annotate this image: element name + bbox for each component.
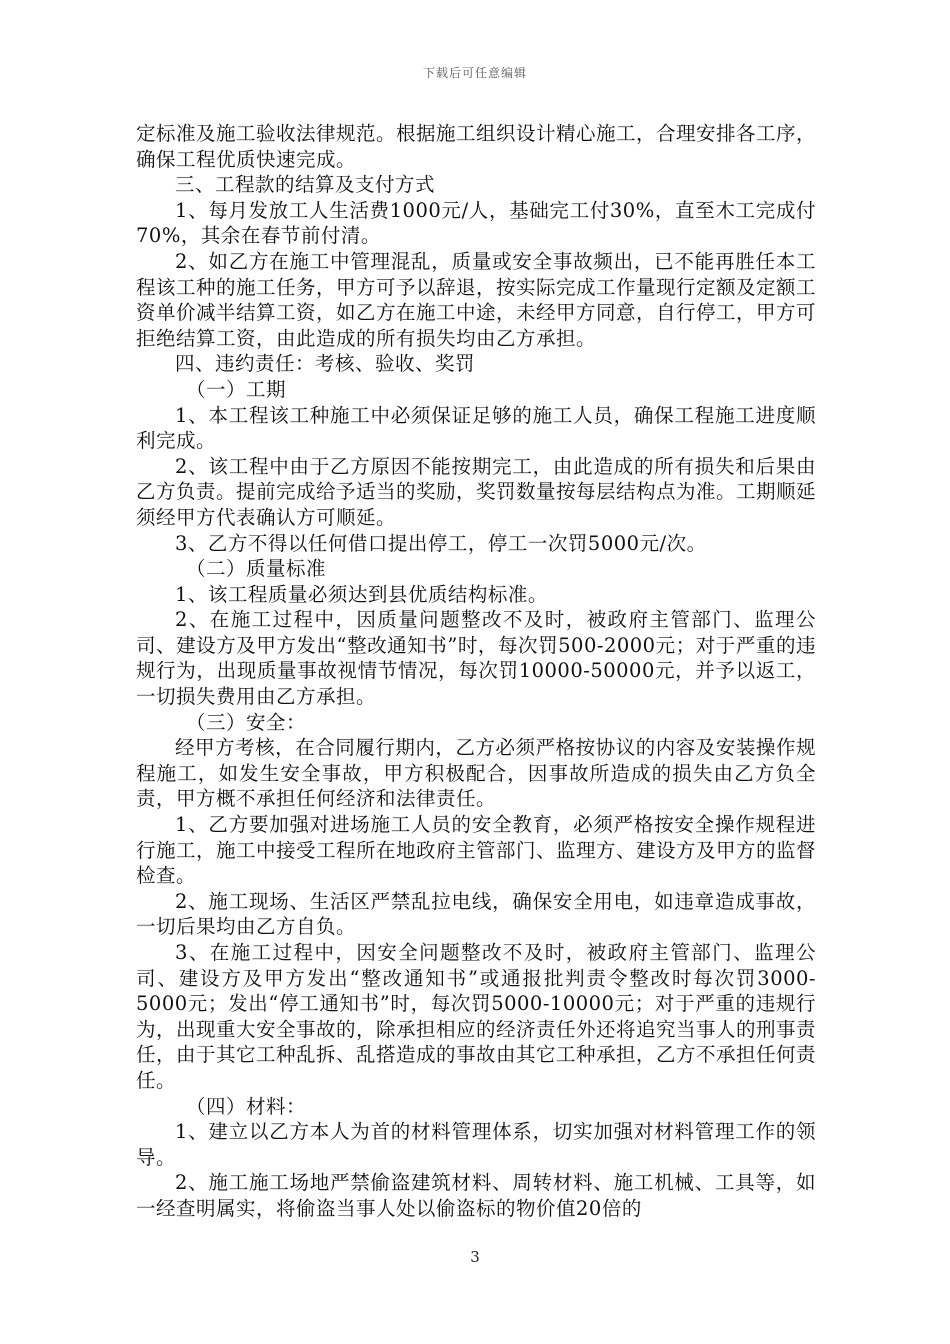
- section-heading-payment: 三、工程款的结算及支付方式: [175, 173, 436, 197]
- subheading-quality: （二）质量标准: [186, 557, 327, 581]
- page-header: 下载后可任意编辑: [422, 66, 527, 80]
- subheading-schedule: （一）工期: [186, 377, 287, 401]
- paragraph-payment-1: 1、每月发放工人生活费1000元/人，基础完工付30%，直至木工完成付70%，其余在春节前付清。: [136, 198, 816, 248]
- paragraph-schedule-3: 3、乙方不得以任何借口提出停工，停工一次罚5000元/次。: [175, 531, 707, 555]
- section-heading-liability: 四、违约责任：考核、验收、奖罚: [175, 352, 476, 376]
- paragraph-materials-1: 1、建立以乙方本人为首的材料管理体系，切实加强对材料管理工作的领导。: [136, 1120, 816, 1169]
- paragraph-schedule-1: 1、本工程该工种施工中必须保证足够的施工人员，确保工程施工进度顺利完成。: [136, 403, 816, 453]
- document-body: [136, 121, 816, 1222]
- paragraph-materials-2: 2、施工施工场地严禁偷盗建筑材料、周转材料、施工机械、工具等，如一经查明属实，将偷盗当事人处以偷盗标的物价值20倍的: [136, 1171, 816, 1220]
- paragraph-safety-3: 3、在施工过程中，因安全问题整改不及时，被政府主管部门、监理公司、建设方及甲方发出“整改通知书”或通报批判责令整改时每次罚3000-5000元；发出“停工通知书”时，每次罚5000-10000元；对于严重的违规行为，出现重大安全事故的，除承担相应的经济责任外还将追究当事人的刑事责任，由于其它工种乱拆、乱搭造成的事故由其它工种承担，乙方不承担任何责任。: [136, 941, 817, 1092]
- paragraph-safety-intro: 经甲方考核，在合同履行期内，乙方必须严格按协议的内容及安装操作规程施工，如发生安全事故，甲方积极配合，因事故所造成的损失由乙方负全责，甲方概不承担任何经济和法律责任。: [136, 736, 816, 811]
- page-number: 3: [470, 1248, 480, 1266]
- paragraph-quality-2: 2、在施工过程中，因质量问题整改不及时，被政府主管部门、监理公司、建设方及甲方发出“整改通知书”时，每次罚500-2000元；对于严重的违规行为，出现质量事故视情节情况，每次罚10000-50000元，并予以返工，一切损失费用由乙方承担。: [136, 608, 816, 709]
- subheading-materials: （四）材料：: [186, 1094, 307, 1118]
- paragraph-safety-2: 2、施工现场、生活区严禁乱拉电线，确保安全用电，如违章造成事故，一切后果均由乙方自负。: [136, 889, 816, 939]
- paragraph-quality-1: 1、该工程质量必须达到县优质结构标准。: [175, 582, 548, 606]
- paragraph-payment-2: 2、如乙方在施工中管理混乱，质量或安全事故频出，已不能再胜任本工程该工种的施工任务，甲方可予以辞退，按实际完成工作量现行定额及定额工资单价减半结算工资，如乙方在施工中途，未经甲方同意，自行停工，甲方可拒绝结算工资，由此造成的所有损失均由乙方承担。: [136, 249, 817, 350]
- paragraph-continuation: 定标准及施工验收法律规范。根据施工组织设计精心施工，合理安排各工序，确保工程优质快速完成。: [136, 122, 817, 171]
- subheading-safety: （三）安全：: [186, 710, 307, 734]
- paragraph-safety-1: 1、乙方要加强对进场施工人员的安全教育，必须严格按安全操作规程进行施工，施工中接受工程所在地政府主管部门、监理方、建设方及甲方的监督检查。: [136, 813, 817, 888]
- paragraph-schedule-2: 2、该工程中由于乙方原因不能按期完工，由此造成的所有损失和后果由乙方负责。提前完成给予适当的奖励，奖罚数量按每层结构点为准。工期顺延须经甲方代表确认方可顺延。: [136, 454, 817, 529]
